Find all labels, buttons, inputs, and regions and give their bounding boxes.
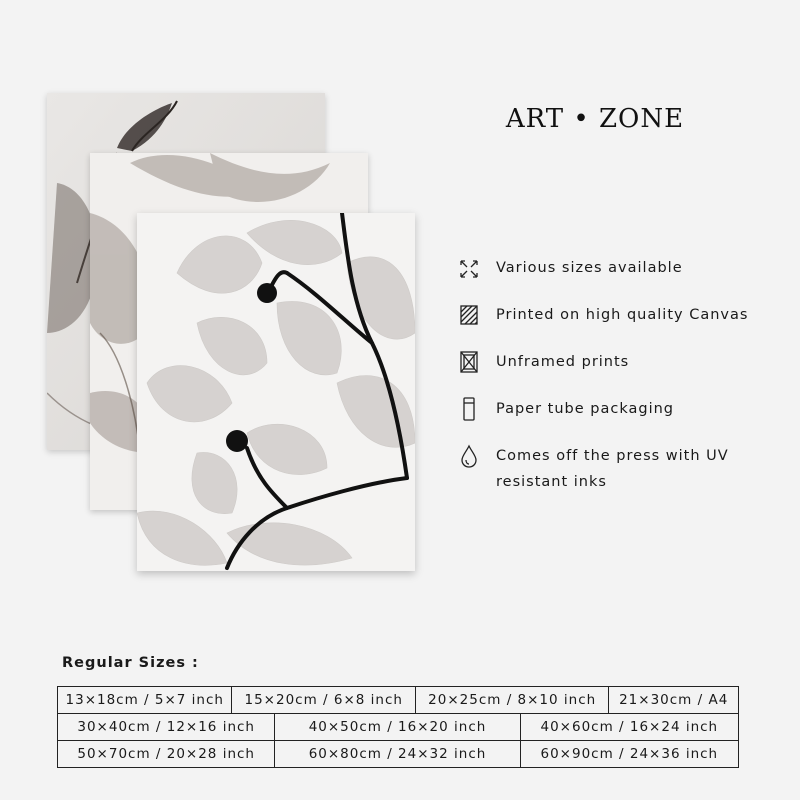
- size-cell: 20×25cm / 8×10 inch: [416, 687, 609, 713]
- ink-drop-icon: [458, 443, 480, 469]
- size-cell: 60×90cm / 24×36 inch: [540, 746, 719, 762]
- brand-title: ART • ZONE: [505, 104, 685, 134]
- feature-list: [458, 255, 788, 516]
- feature-item: [458, 349, 788, 375]
- unframed-icon: [458, 349, 480, 375]
- feature-text: Printed on high quality Canvas: [496, 307, 749, 323]
- feature-text: Unframed prints: [496, 354, 630, 370]
- expand-arrows-icon: [458, 255, 480, 281]
- paper-tube-icon: [458, 396, 480, 422]
- art-print-dogwood: [137, 213, 415, 571]
- size-cell: 40×50cm / 16×20 inch: [275, 714, 520, 740]
- size-cell: 13×18cm / 5×7 inch: [58, 687, 232, 713]
- size-cell: 40×60cm / 16×24 inch: [540, 719, 719, 735]
- size-cell: 15×20cm / 6×8 inch: [232, 687, 415, 713]
- size-cell: 60×80cm / 24×32 inch: [275, 741, 520, 767]
- size-row: [57, 740, 739, 768]
- size-row: [57, 713, 739, 740]
- sizes-table: [57, 686, 739, 768]
- feature-text: Comes off the press with UV resistant inks: [496, 448, 729, 490]
- feature-item: [458, 396, 788, 422]
- size-row: [57, 686, 739, 713]
- sizes-title: Regular Sizes :: [62, 655, 199, 671]
- feature-item: [458, 302, 788, 328]
- feature-item: [458, 443, 788, 495]
- feature-text: Paper tube packaging: [496, 401, 674, 417]
- feature-text: Various sizes available: [496, 260, 683, 276]
- size-cell: 30×40cm / 12×16 inch: [58, 714, 275, 740]
- feature-item: [458, 255, 788, 281]
- size-cell: 21×30cm / A4: [619, 692, 729, 708]
- canvas-texture-icon: [458, 302, 480, 328]
- size-cell: 50×70cm / 20×28 inch: [58, 741, 275, 767]
